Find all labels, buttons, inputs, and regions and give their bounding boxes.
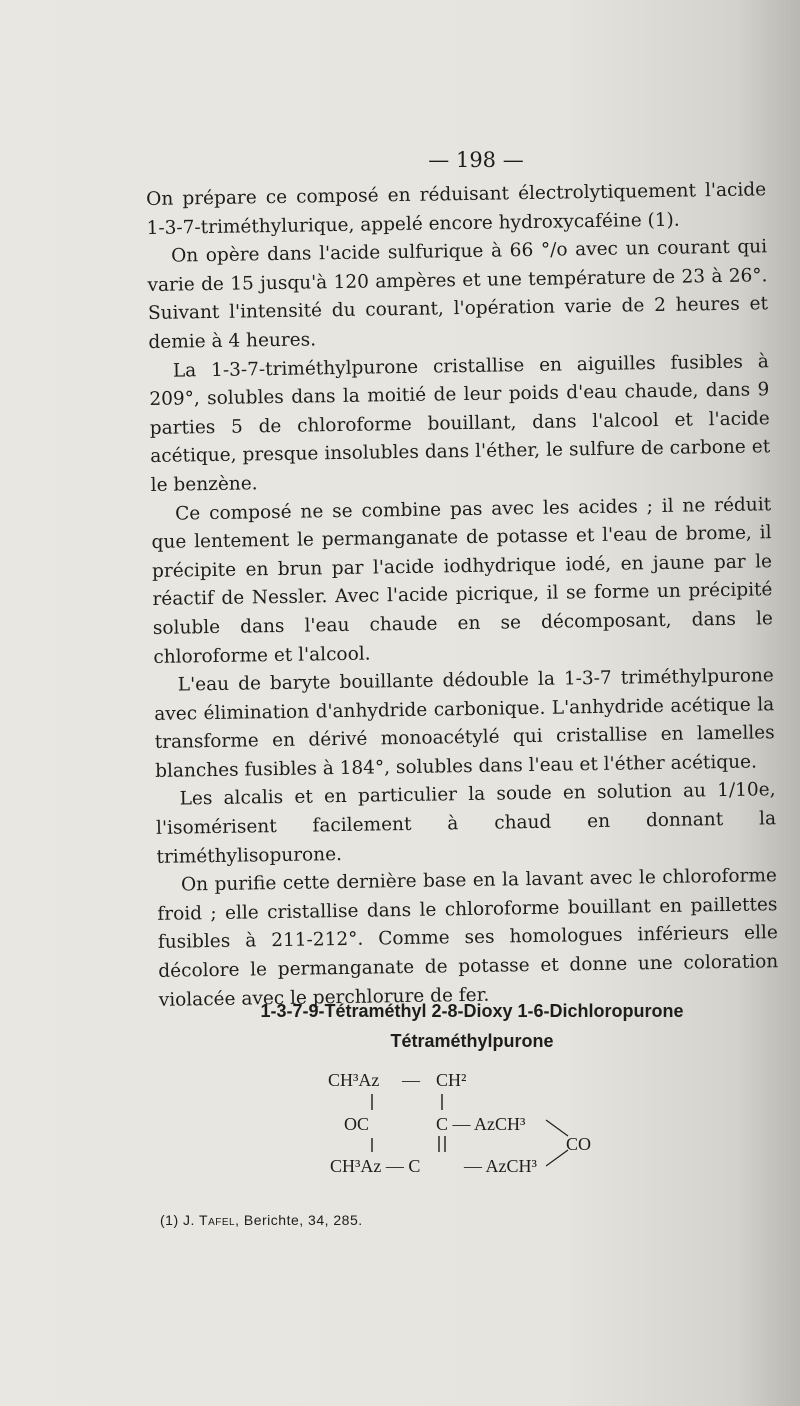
- page-number: — 198 —: [428, 148, 524, 172]
- paragraph: On purifie cette dernière base en la lavant avec le chloroforme froid ; elle cristallise dans le chloroforme bouillant en paillettes fusibles à 211-212°. Comme ses homologues inférieurs elle décolore le permanganate de potasse et donne une coloration violacée avec le perchlorure de fer.: [157, 865, 779, 1011]
- footnote-marker: (1): [160, 1212, 179, 1228]
- paragraph: On prépare ce composé en réduisant électrolytiquement l'acide 1-3-7-triméthylurique, appelé encore hydroxycaféine (1).: [146, 179, 767, 239]
- formula-ch3az-top: CH³Az: [328, 1070, 380, 1090]
- formula-ch2: CH²: [436, 1070, 467, 1090]
- paragraph: L'eau de baryte bouillante dédouble la 1-3-7 triméthylpurone avec élimination d'anhydride carbonique. L'anhydride acétique la transforme en dérivé monoacétylé qui cristallise en lamelles blanches fusibles à 184°, solubles dans l'eau et l'éther acétique.: [154, 665, 775, 782]
- footnote-author: J. Tafel,: [183, 1212, 240, 1228]
- section-subtitle: Tétraméthylpurone: [390, 1031, 554, 1051]
- footnote: [160, 1212, 363, 1228]
- section-title-line: 1-3-7-9-Tétraméthyl 2-8-Dioxy 1-6-Dichloropurone: [260, 1001, 684, 1021]
- paragraph: Ce composé ne se combine pas avec les acides ; il ne réduit que lentement le permanganate de potasse et l'eau de brome, il précipite en brun par l'acide iodhydrique iodé, en jaune par le réactif de Nessler. Avec l'acide picrique, il se forme un précipité soluble dans l'eau chaude en se décomposant, dans le chloroforme et l'alcool.: [151, 493, 774, 668]
- formula-bottom-azch3: — AzCH³: [464, 1156, 537, 1176]
- paragraph: Les alcalis et en particulier la soude en solution au 1/10e, l'isomérisent facilement à chaud en donnant la triméthylisopurone.: [155, 779, 777, 868]
- formula-c-azch3: C — AzCH³: [436, 1114, 526, 1134]
- formula-co: CO: [566, 1134, 592, 1154]
- formula-oc: OC: [344, 1114, 370, 1134]
- formula-dash: —: [402, 1070, 420, 1090]
- bracket-line: [546, 1120, 568, 1136]
- section-title: [224, 996, 720, 1056]
- paragraph: La 1-3-7-triméthylpurone cristallise en aiguilles fusibles à 209°, solubles dans la moitié de leur poids d'eau chaude, dans 9 parties 5 de chloroforme bouillant, dans l'alcool et l'acide acétique, presque insolubles dans l'éther, le sulfure de carbone et le benzène.: [149, 350, 771, 496]
- bracket-line: [546, 1150, 568, 1166]
- paragraph: On opère dans l'acide sulfurique à 66 °/o avec un courant qui varie de 15 jusqu'à 120 ampères et une température de 23 à 26°. Suivant l'intensité du courant, l'opération varie de 2 heures et demie à 4 heures.: [147, 236, 769, 353]
- footnote-reference: Berichte, 34, 285.: [243, 1212, 363, 1228]
- formula-diagram: [320, 1064, 620, 1194]
- formula-bottom-left: CH³Az — C: [330, 1156, 421, 1176]
- structural-formula: [320, 1064, 620, 1194]
- body-text: [146, 176, 779, 1015]
